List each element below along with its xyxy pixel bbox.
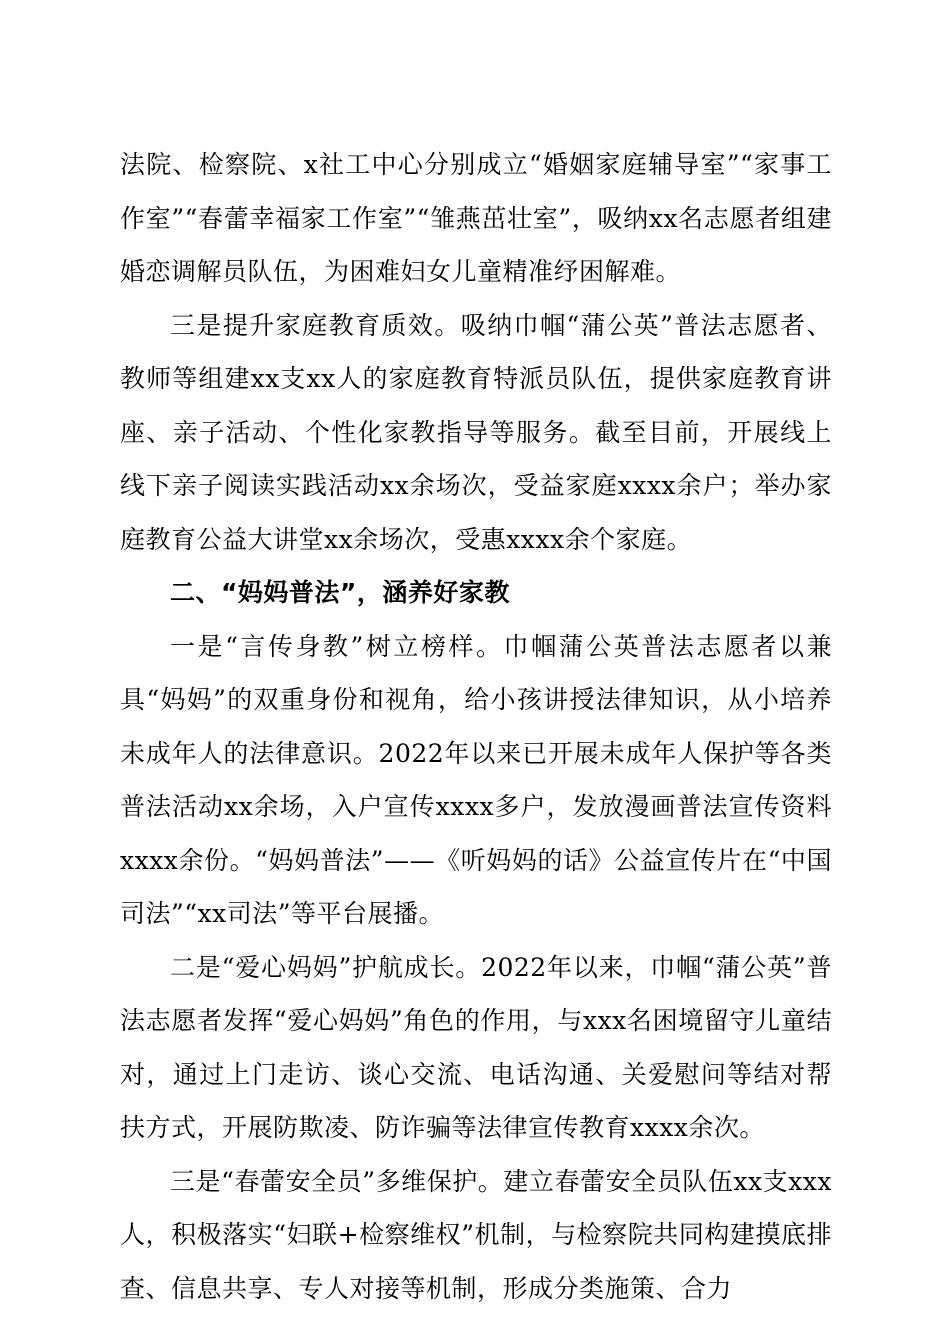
paragraph-family-education: 三是提升家庭教育质效。吸纳巾帼“蒲公英”普法志愿者、教师等组建xx支xx人的家庭教育特派员队伍，提供家庭教育讲座、亲子活动、个性化家教指导等服务。截至目前，开展线上线下亲子阅读实践活动xx余场次，受益家庭xxxx余户；举办家庭教育公益大讲堂xx余场次，受惠xxxx余个家庭。 xyxy=(120,310,832,554)
paragraph-counseling-rooms: 法院、检察院、x社工中心分别成立“婚姻家庭辅导室”“家事工作室”“春蕾幸福家工作室”“雏燕茁壮室”，吸纳xx名志愿者组建婚恋调解员队伍，为困难妇女儿童精准纾困解难。 xyxy=(120,150,832,286)
paragraph-safety-officers: 三是“春蕾安全员”多维保护。建立春蕾安全员队伍xx支xxx人，积极落实“妇联+检察维权”机制，与检察院共同构建摸底排查、信息共享、专人对接等机制，形成分类施策、合力 xyxy=(120,1166,832,1303)
paragraph-caring-mothers: 二是“爱心妈妈”护航成长。2022年以来，巾帼“蒲公英”普法志愿者发挥“爱心妈妈”角色的作用，与xxx名困境留守儿童结对，通过上门走访、谈心交流、电话沟通、关爱慰问等结对帮扶方式，开展防欺凌、防诈骗等法律宣传教育xxxx余次。 xyxy=(120,952,832,1142)
section-heading-mother-law: 二、“妈妈普法”，涵养好家教 xyxy=(170,578,510,607)
document-page xyxy=(120,138,832,1315)
paragraph-role-model: 一是“言传身教”树立榜样。巾帼蒲公英普法志愿者以兼具“妈妈”的双重身份和视角，给小孩讲授法律知识，从小培养未成年人的法律意识。2022年以来已开展未成年人保护等各类普法活动xx余场，入户宣传xxxx多户，发放漫画普法宣传资料xxxx余份。“妈妈普法”——《听妈妈的话》公益宣传片在“中国司法”“xx司法”等平台展播。 xyxy=(120,631,832,928)
